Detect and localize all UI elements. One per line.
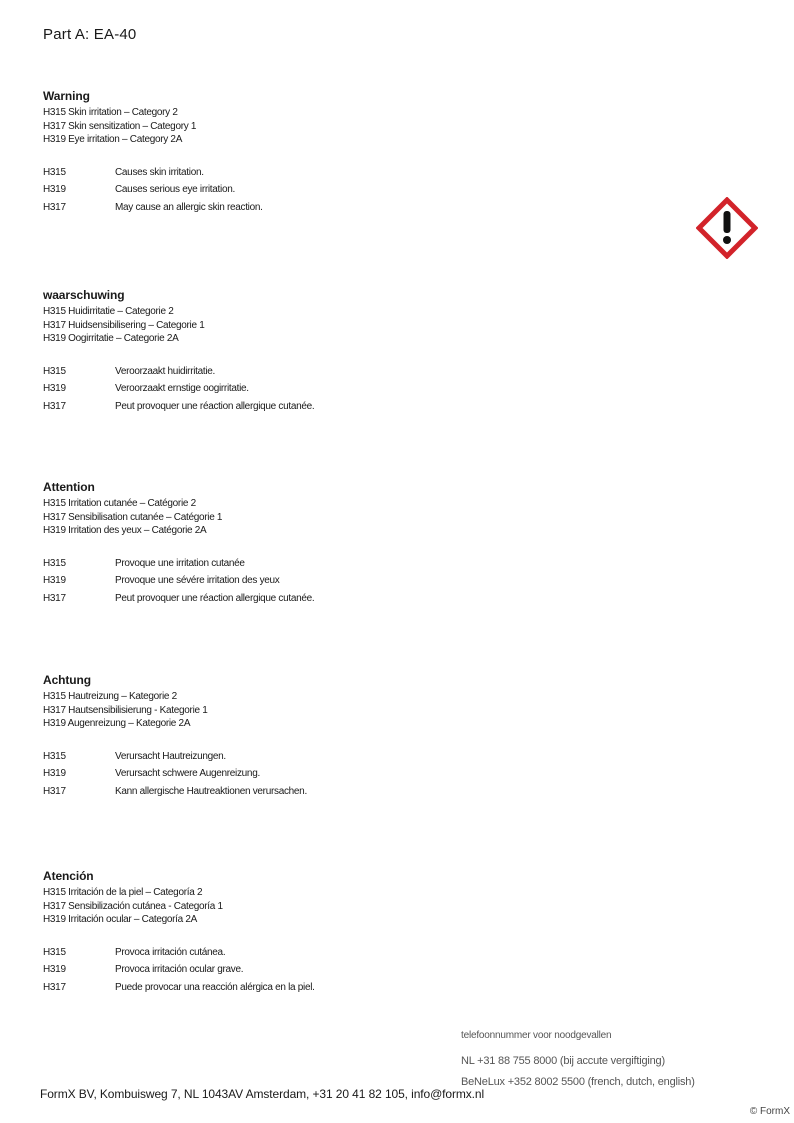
hazard-text: Veroorzaakt ernstige oogirritatie.: [115, 383, 249, 394]
classification-line: H315 Irritación de la piel – Categoría 2: [43, 887, 203, 898]
emergency-label: telefoonnummer voor noodgevallen: [461, 1030, 612, 1041]
hazard-code: H319: [43, 575, 66, 586]
hazard-code: H317: [43, 785, 66, 797]
classification-line: H319 Oogirritatie – Categorie 2A: [43, 333, 179, 344]
hazard-statements: [43, 555, 663, 608]
hazard-statement-row: [43, 961, 663, 979]
classification-line: H319 Irritation des yeux – Catégorie 2A: [43, 525, 207, 536]
classification-line: H319 Augenreizung – Kategorie 2A: [43, 718, 191, 729]
signal-word: Warning: [43, 89, 90, 103]
classification-line: H317 Huidsensibilisering – Categorie 1: [43, 319, 205, 331]
classification-line: H319 Irritación ocular – Categoría 2A: [43, 914, 197, 925]
hazard-statement-row: [43, 555, 663, 573]
hazard-code: H317: [43, 592, 66, 604]
hazard-text: Provoque une irritation cutanée: [115, 557, 245, 569]
hazard-statement-row: [43, 181, 663, 199]
hazard-text: Peut provoquer une réaction allergique cutanée.: [115, 400, 315, 412]
hazard-statement-row: [43, 199, 663, 217]
hazard-text: May cause an allergic skin reaction.: [115, 201, 263, 213]
hazard-statement-row: [43, 944, 663, 962]
classification-line: H315 Huidirritatie – Categorie 2: [43, 306, 174, 317]
hazard-text: Puede provocar una reacción alérgica en la piel.: [115, 981, 315, 993]
hazard-text: Kann allergische Hautreaktionen verursachen.: [115, 785, 307, 797]
hazard-code: H319: [43, 184, 66, 195]
hazard-statement-row: [43, 363, 663, 381]
hazard-statement-row: [43, 572, 663, 590]
classification-line: H317 Skin sensitization – Category 1: [43, 120, 197, 132]
hazard-statements: [43, 363, 663, 416]
hazard-section-dutch: [43, 288, 663, 415]
hazard-text: Causes serious eye irritation.: [115, 184, 235, 195]
hazard-code: H319: [43, 768, 66, 779]
ghs07-exclamation-icon: [696, 197, 758, 259]
classification-line: H317 Hautsensibilisierung - Kategorie 1: [43, 704, 208, 716]
emergency-phone-benelux: BeNeLux +352 8002 5500 (french, dutch, english): [461, 1076, 695, 1088]
copyright: © FormX: [749, 1106, 790, 1117]
hazard-statement-row: [43, 748, 663, 766]
signal-word: waarschuwing: [43, 288, 125, 302]
hazard-code: H315: [43, 946, 66, 958]
hazard-code: H317: [43, 400, 66, 412]
hazard-text: Causes skin irritation.: [115, 166, 204, 178]
emergency-phone-nl: NL +31 88 755 8000 (bij accute vergiftiging): [461, 1055, 665, 1067]
classification-line: H317 Sensibilización cutánea - Categoría 1: [43, 900, 223, 912]
document-title: Part A: EA-40: [43, 26, 137, 43]
hazard-text: Provoca irritación cutánea.: [115, 946, 226, 958]
classification-line: H319 Eye irritation – Category 2A: [43, 134, 183, 145]
hazard-statement-row: [43, 979, 663, 997]
hazard-statement-row: [43, 398, 663, 416]
hazard-statements: [43, 164, 663, 217]
hazard-statement-row: [43, 590, 663, 608]
hazard-section-spanish: [43, 869, 663, 996]
hazard-code: H315: [43, 557, 66, 569]
hazard-statement-row: [43, 783, 663, 801]
hazard-code: H315: [43, 365, 66, 377]
classification-line: H317 Sensibilisation cutanée – Catégorie 1: [43, 511, 223, 523]
hazard-statement-row: [43, 380, 663, 398]
signal-word: Atención: [43, 869, 94, 883]
classification-line: H315 Skin irritation – Category 2: [43, 107, 178, 118]
signal-word: Achtung: [43, 673, 91, 687]
hazard-text: Provoque une sévére irritation des yeux: [115, 575, 280, 586]
hazard-text: Provoca irritación ocular grave.: [115, 964, 244, 975]
company-footer: FormX BV, Kombuisweg 7, NL 1043AV Amsterdam, +31 20 41 82 105, info@formx.nl: [40, 1087, 485, 1101]
hazard-section-english: [43, 89, 663, 216]
hazard-text: Verursacht schwere Augenreizung.: [115, 768, 260, 779]
hazard-text: Veroorzaakt huidirritatie.: [115, 365, 216, 377]
hazard-statements: [43, 748, 663, 801]
hazard-code: H319: [43, 964, 66, 975]
hazard-statement-row: [43, 164, 663, 182]
hazard-text: Peut provoquer une réaction allergique cutanée.: [115, 592, 315, 604]
classification-line: H315 Irritation cutanée – Catégorie 2: [43, 498, 196, 509]
hazard-code: H317: [43, 981, 66, 993]
emergency-contact: [461, 1029, 695, 1093]
hazard-text: Verursacht Hautreizungen.: [115, 750, 226, 762]
hazard-statement-row: [43, 765, 663, 783]
hazard-code: H315: [43, 750, 66, 762]
classification-line: H315 Hautreizung – Kategorie 2: [43, 691, 177, 702]
hazard-section-french: [43, 480, 663, 607]
signal-word: Attention: [43, 480, 95, 494]
hazard-code: H317: [43, 201, 66, 213]
hazard-statements: [43, 944, 663, 997]
hazard-section-german: [43, 673, 663, 800]
hazard-code: H319: [43, 383, 66, 394]
hazard-code: H315: [43, 166, 66, 178]
